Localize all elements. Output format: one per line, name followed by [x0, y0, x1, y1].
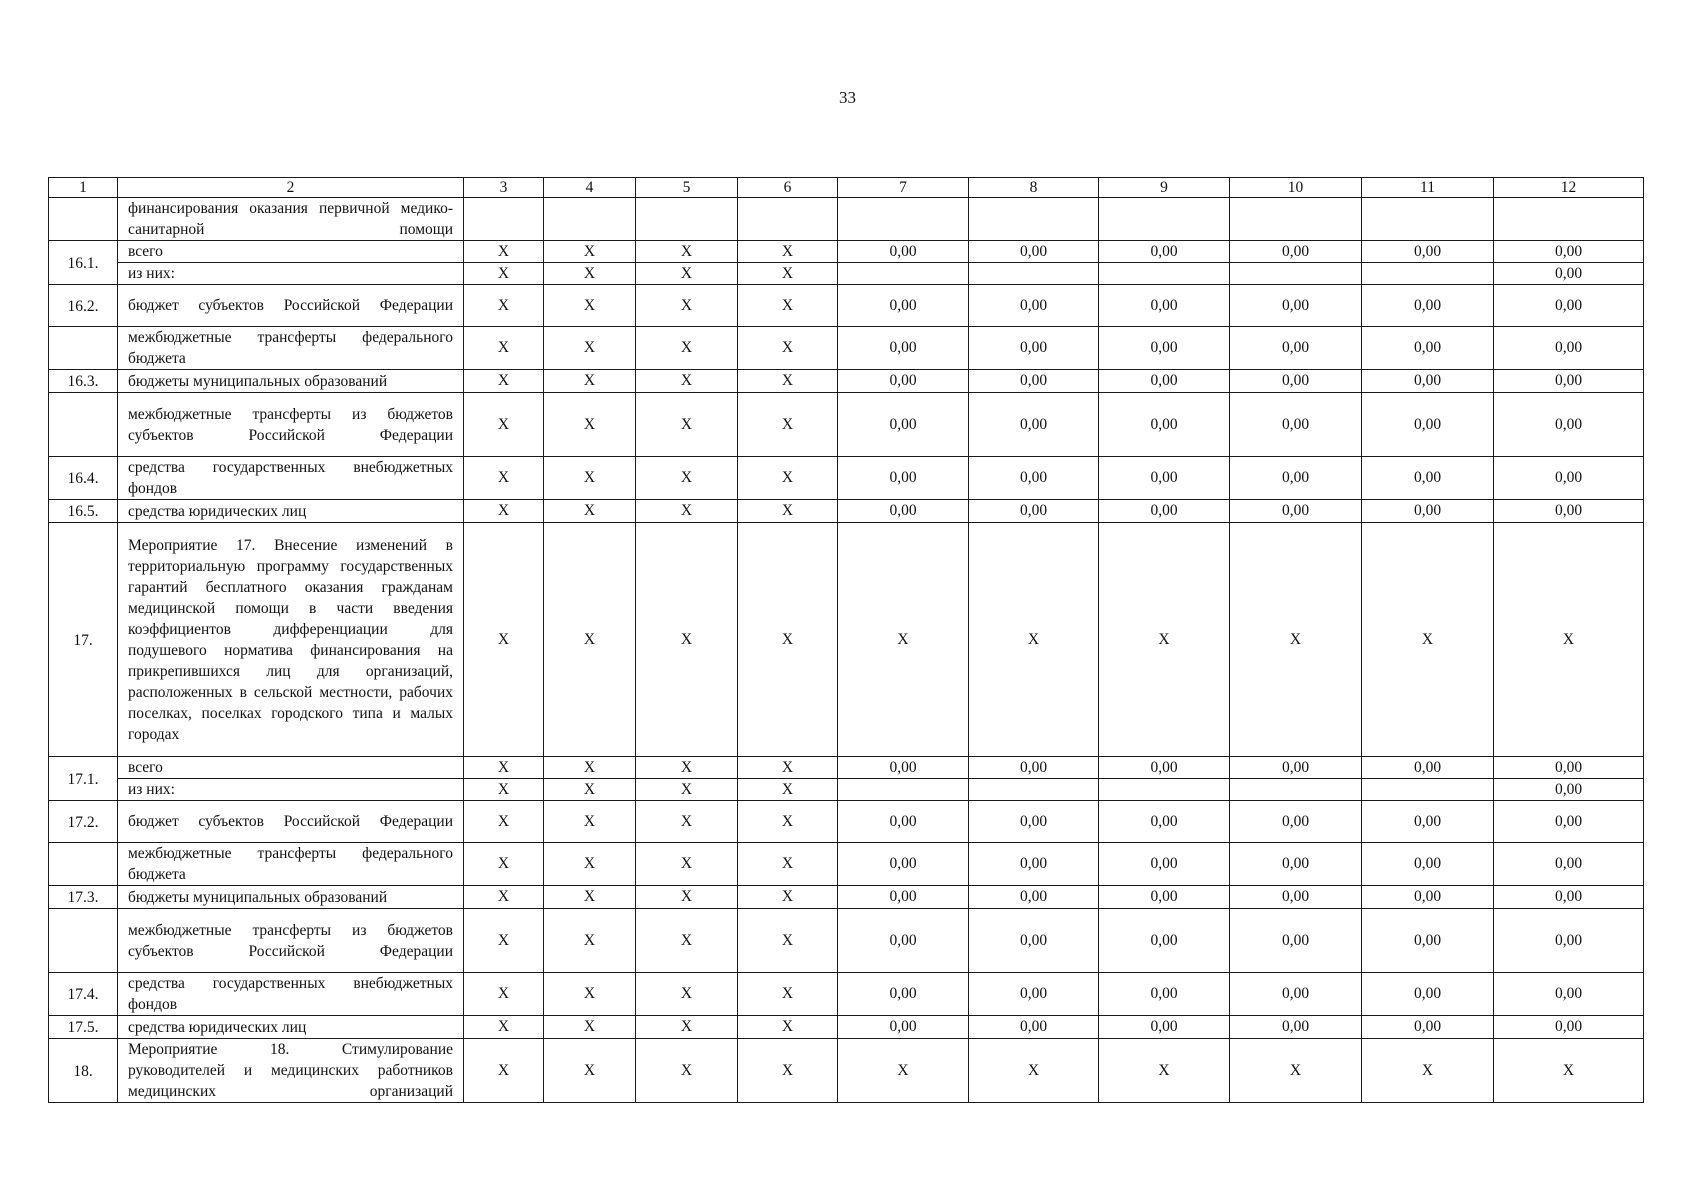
- value-cell: 0,00: [838, 370, 969, 393]
- value-cell: 0,00: [838, 973, 969, 1016]
- value-cell: X: [636, 1016, 738, 1039]
- row-description-cell: средства юридических лиц: [118, 500, 464, 523]
- value-cell: 0,00: [1362, 1016, 1494, 1039]
- value-cell: X: [636, 801, 738, 843]
- value-cell: X: [544, 285, 636, 327]
- value-cell: X: [636, 327, 738, 370]
- value-cell: [636, 198, 738, 241]
- table-row: [49, 327, 1644, 370]
- value-cell: 0,00: [1099, 757, 1230, 779]
- value-cell: 0,00: [838, 285, 969, 327]
- value-cell: X: [738, 500, 838, 523]
- value-cell: X: [1099, 1039, 1230, 1103]
- page-number: 33: [839, 88, 856, 107]
- header-cell: 9: [1099, 178, 1230, 198]
- value-cell: 0,00: [838, 801, 969, 843]
- row-number-cell: 17.3.: [49, 886, 118, 909]
- value-cell: X: [738, 241, 838, 263]
- value-cell: 0,00: [1494, 757, 1644, 779]
- value-cell: X: [738, 393, 838, 457]
- value-cell: X: [738, 843, 838, 886]
- header-cell: 2: [118, 178, 464, 198]
- table-row: [49, 1039, 1644, 1103]
- value-cell: 0,00: [1362, 500, 1494, 523]
- budget-table: [48, 177, 1644, 1103]
- value-cell: 0,00: [1230, 973, 1362, 1016]
- value-cell: X: [1099, 523, 1230, 757]
- value-cell: [1230, 779, 1362, 801]
- value-cell: X: [738, 457, 838, 500]
- value-cell: X: [636, 843, 738, 886]
- value-cell: 0,00: [969, 241, 1099, 263]
- value-cell: 0,00: [1494, 909, 1644, 973]
- value-cell: X: [738, 801, 838, 843]
- value-cell: 0,00: [1362, 241, 1494, 263]
- value-cell: 0,00: [1099, 457, 1230, 500]
- value-cell: 0,00: [1362, 370, 1494, 393]
- value-cell: X: [1230, 1039, 1362, 1103]
- value-cell: X: [738, 523, 838, 757]
- row-description-cell: всего: [118, 241, 464, 263]
- value-cell: 0,00: [969, 285, 1099, 327]
- value-cell: 0,00: [1099, 909, 1230, 973]
- value-cell: 0,00: [969, 457, 1099, 500]
- row-number-cell: [49, 909, 118, 973]
- table-row: [49, 523, 1644, 757]
- value-cell: X: [464, 1016, 544, 1039]
- row-description-cell: бюджет субъектов Российской Федерации: [118, 801, 464, 843]
- table-body: [49, 178, 1644, 1103]
- row-number-cell: 17.1.: [49, 757, 118, 801]
- value-cell: X: [544, 843, 636, 886]
- value-cell: 0,00: [1494, 801, 1644, 843]
- value-cell: 0,00: [1230, 886, 1362, 909]
- value-cell: [1494, 198, 1644, 241]
- value-cell: 0,00: [1494, 393, 1644, 457]
- row-number-cell: 17.4.: [49, 973, 118, 1016]
- value-cell: 0,00: [969, 801, 1099, 843]
- value-cell: X: [738, 973, 838, 1016]
- value-cell: 0,00: [1099, 285, 1230, 327]
- value-cell: X: [738, 1039, 838, 1103]
- table-row: [49, 779, 1644, 801]
- value-cell: X: [464, 523, 544, 757]
- table-row: [49, 370, 1644, 393]
- value-cell: 0,00: [1230, 457, 1362, 500]
- header-cell: 4: [544, 178, 636, 198]
- row-description-cell: из них:: [118, 779, 464, 801]
- row-number-cell: 17.: [49, 523, 118, 757]
- row-description-cell: бюджеты муниципальных образований: [118, 886, 464, 909]
- value-cell: X: [544, 886, 636, 909]
- value-cell: 0,00: [1494, 779, 1644, 801]
- value-cell: X: [636, 393, 738, 457]
- value-cell: X: [969, 523, 1099, 757]
- value-cell: X: [636, 500, 738, 523]
- value-cell: [838, 779, 969, 801]
- value-cell: 0,00: [1362, 801, 1494, 843]
- value-cell: 0,00: [838, 327, 969, 370]
- table-row: [49, 393, 1644, 457]
- value-cell: X: [738, 263, 838, 285]
- value-cell: 0,00: [838, 457, 969, 500]
- value-cell: X: [464, 1039, 544, 1103]
- value-cell: [1230, 263, 1362, 285]
- row-number-cell: [49, 843, 118, 886]
- value-cell: [838, 263, 969, 285]
- value-cell: 0,00: [969, 1016, 1099, 1039]
- value-cell: X: [636, 457, 738, 500]
- value-cell: X: [464, 327, 544, 370]
- value-cell: X: [969, 1039, 1099, 1103]
- value-cell: 0,00: [969, 393, 1099, 457]
- value-cell: 0,00: [969, 909, 1099, 973]
- value-cell: 0,00: [1362, 973, 1494, 1016]
- header-cell: 3: [464, 178, 544, 198]
- row-description-cell: межбюджетные трансферты федерального бюджета: [118, 327, 464, 370]
- value-cell: 0,00: [1362, 457, 1494, 500]
- value-cell: 0,00: [969, 843, 1099, 886]
- value-cell: [969, 263, 1099, 285]
- value-cell: X: [464, 757, 544, 779]
- value-cell: X: [464, 500, 544, 523]
- value-cell: X: [464, 393, 544, 457]
- value-cell: 0,00: [1099, 843, 1230, 886]
- row-description-cell: межбюджетные трансферты из бюджетов субъектов Российской Федерации: [118, 909, 464, 973]
- value-cell: X: [464, 241, 544, 263]
- value-cell: 0,00: [1362, 843, 1494, 886]
- value-cell: X: [544, 241, 636, 263]
- header-cell: 8: [969, 178, 1099, 198]
- value-cell: X: [636, 909, 738, 973]
- value-cell: 0,00: [1230, 757, 1362, 779]
- value-cell: 0,00: [1494, 263, 1644, 285]
- value-cell: X: [636, 757, 738, 779]
- value-cell: 0,00: [1362, 886, 1494, 909]
- header-cell: 5: [636, 178, 738, 198]
- value-cell: 0,00: [838, 1016, 969, 1039]
- value-cell: 0,00: [1099, 327, 1230, 370]
- value-cell: X: [544, 500, 636, 523]
- row-description-cell: Мероприятие 17. Внесение изменений в территориальную программу государственных гарантий бесплатного оказания гражданам медицинской помощи в части введения коэффициентов дифференциации для подушевого норматива финансирования на прикрепившихся лиц для организаций, расположенных в сельской местности, рабочих поселках, поселках городского типа и малых городах: [118, 523, 464, 757]
- row-number-cell: [49, 393, 118, 457]
- table-row: [49, 198, 1644, 241]
- row-description-cell: финансирования оказания первичной медико-санитарной помощи: [118, 198, 464, 241]
- value-cell: X: [738, 1016, 838, 1039]
- table-row: [49, 886, 1644, 909]
- value-cell: 0,00: [1494, 843, 1644, 886]
- row-description-cell: межбюджетные трансферты федерального бюджета: [118, 843, 464, 886]
- value-cell: 0,00: [1099, 500, 1230, 523]
- value-cell: X: [544, 523, 636, 757]
- value-cell: X: [464, 263, 544, 285]
- value-cell: X: [544, 1016, 636, 1039]
- value-cell: 0,00: [1230, 909, 1362, 973]
- value-cell: 0,00: [838, 393, 969, 457]
- value-cell: 0,00: [1230, 327, 1362, 370]
- value-cell: 0,00: [838, 500, 969, 523]
- row-number-cell: 18.: [49, 1039, 118, 1103]
- value-cell: X: [738, 886, 838, 909]
- value-cell: 0,00: [1099, 886, 1230, 909]
- header-cell: 6: [738, 178, 838, 198]
- value-cell: X: [544, 393, 636, 457]
- value-cell: X: [636, 370, 738, 393]
- value-cell: X: [464, 843, 544, 886]
- value-cell: [969, 198, 1099, 241]
- value-cell: [544, 198, 636, 241]
- value-cell: X: [636, 973, 738, 1016]
- table-row: [49, 241, 1644, 263]
- value-cell: 0,00: [1362, 285, 1494, 327]
- row-description-cell: всего: [118, 757, 464, 779]
- value-cell: 0,00: [969, 886, 1099, 909]
- value-cell: X: [464, 779, 544, 801]
- value-cell: 0,00: [1494, 973, 1644, 1016]
- header-cell: 7: [838, 178, 969, 198]
- value-cell: 0,00: [1494, 457, 1644, 500]
- value-cell: X: [544, 801, 636, 843]
- value-cell: 0,00: [1099, 1016, 1230, 1039]
- value-cell: 0,00: [1230, 393, 1362, 457]
- value-cell: X: [636, 241, 738, 263]
- table-row: [49, 285, 1644, 327]
- header-cell: 11: [1362, 178, 1494, 198]
- table-row: [49, 801, 1644, 843]
- value-cell: 0,00: [1099, 801, 1230, 843]
- row-number-cell: 16.4.: [49, 457, 118, 500]
- value-cell: X: [738, 909, 838, 973]
- value-cell: 0,00: [1494, 285, 1644, 327]
- value-cell: [738, 198, 838, 241]
- value-cell: 0,00: [969, 500, 1099, 523]
- value-cell: 0,00: [969, 973, 1099, 1016]
- value-cell: [464, 198, 544, 241]
- value-cell: [1099, 779, 1230, 801]
- table-row: [49, 909, 1644, 973]
- row-description-cell: бюджет субъектов Российской Федерации: [118, 285, 464, 327]
- row-number-cell: 16.5.: [49, 500, 118, 523]
- value-cell: X: [544, 457, 636, 500]
- row-number-cell: 17.5.: [49, 1016, 118, 1039]
- value-cell: X: [1362, 1039, 1494, 1103]
- row-description-cell: Мероприятие 18. Стимулирование руководителей и медицинских работников медицинских организаций: [118, 1039, 464, 1103]
- value-cell: X: [738, 370, 838, 393]
- value-cell: 0,00: [969, 327, 1099, 370]
- value-cell: X: [464, 801, 544, 843]
- header-cell: 10: [1230, 178, 1362, 198]
- value-cell: X: [1362, 523, 1494, 757]
- value-cell: 0,00: [1362, 327, 1494, 370]
- value-cell: X: [544, 263, 636, 285]
- table-row: [49, 843, 1644, 886]
- row-description-cell: средства юридических лиц: [118, 1016, 464, 1039]
- value-cell: 0,00: [1230, 801, 1362, 843]
- value-cell: X: [738, 285, 838, 327]
- value-cell: X: [464, 909, 544, 973]
- value-cell: 0,00: [1230, 1016, 1362, 1039]
- table-row: [49, 757, 1644, 779]
- value-cell: X: [738, 757, 838, 779]
- value-cell: X: [1494, 523, 1644, 757]
- value-cell: 0,00: [838, 886, 969, 909]
- table-row: [49, 500, 1644, 523]
- value-cell: 0,00: [1230, 241, 1362, 263]
- value-cell: 0,00: [1362, 909, 1494, 973]
- value-cell: 0,00: [1494, 327, 1644, 370]
- row-number-cell: [49, 198, 118, 241]
- value-cell: 0,00: [969, 757, 1099, 779]
- value-cell: X: [636, 523, 738, 757]
- value-cell: [1099, 198, 1230, 241]
- value-cell: 0,00: [1494, 370, 1644, 393]
- value-cell: 0,00: [969, 370, 1099, 393]
- value-cell: X: [464, 370, 544, 393]
- table-row: [49, 457, 1644, 500]
- value-cell: 0,00: [1494, 1016, 1644, 1039]
- value-cell: [1099, 263, 1230, 285]
- value-cell: 0,00: [1494, 500, 1644, 523]
- row-description-cell: средства государственных внебюджетных фондов: [118, 457, 464, 500]
- value-cell: 0,00: [1230, 843, 1362, 886]
- value-cell: X: [636, 779, 738, 801]
- value-cell: 0,00: [1230, 500, 1362, 523]
- value-cell: X: [738, 779, 838, 801]
- table-row: [49, 263, 1644, 285]
- row-number-cell: [49, 327, 118, 370]
- value-cell: 0,00: [838, 843, 969, 886]
- value-cell: [838, 198, 969, 241]
- value-cell: X: [636, 886, 738, 909]
- value-cell: 0,00: [1230, 285, 1362, 327]
- value-cell: X: [544, 757, 636, 779]
- value-cell: X: [636, 1039, 738, 1103]
- value-cell: 0,00: [1230, 370, 1362, 393]
- value-cell: X: [544, 1039, 636, 1103]
- row-description-cell: бюджеты муниципальных образований: [118, 370, 464, 393]
- row-description-cell: межбюджетные трансферты из бюджетов субъектов Российской Федерации: [118, 393, 464, 457]
- value-cell: X: [544, 327, 636, 370]
- value-cell: 0,00: [838, 909, 969, 973]
- value-cell: [1230, 198, 1362, 241]
- header-row: [49, 178, 1644, 198]
- value-cell: X: [838, 523, 969, 757]
- value-cell: 0,00: [1494, 241, 1644, 263]
- header-cell: 12: [1494, 178, 1644, 198]
- value-cell: [969, 779, 1099, 801]
- value-cell: 0,00: [1494, 886, 1644, 909]
- value-cell: X: [636, 285, 738, 327]
- value-cell: 0,00: [1362, 757, 1494, 779]
- value-cell: [1362, 263, 1494, 285]
- value-cell: 0,00: [1099, 241, 1230, 263]
- table-row: [49, 1016, 1644, 1039]
- row-description-cell: средства государственных внебюджетных фондов: [118, 973, 464, 1016]
- row-number-cell: 16.2.: [49, 285, 118, 327]
- value-cell: X: [544, 973, 636, 1016]
- value-cell: X: [738, 327, 838, 370]
- value-cell: [1362, 198, 1494, 241]
- value-cell: 0,00: [838, 757, 969, 779]
- value-cell: 0,00: [1362, 393, 1494, 457]
- value-cell: X: [838, 1039, 969, 1103]
- row-number-cell: 17.2.: [49, 801, 118, 843]
- value-cell: [1362, 779, 1494, 801]
- value-cell: 0,00: [1099, 370, 1230, 393]
- value-cell: X: [464, 457, 544, 500]
- value-cell: 0,00: [1099, 393, 1230, 457]
- value-cell: X: [636, 263, 738, 285]
- value-cell: 0,00: [1099, 973, 1230, 1016]
- value-cell: X: [544, 370, 636, 393]
- table-row: [49, 973, 1644, 1016]
- row-number-cell: 16.3.: [49, 370, 118, 393]
- value-cell: X: [544, 909, 636, 973]
- row-number-cell: 16.1.: [49, 241, 118, 285]
- value-cell: X: [464, 285, 544, 327]
- row-description-cell: из них:: [118, 263, 464, 285]
- value-cell: X: [544, 779, 636, 801]
- value-cell: X: [464, 973, 544, 1016]
- value-cell: X: [1230, 523, 1362, 757]
- header-cell: 1: [49, 178, 118, 198]
- value-cell: X: [1494, 1039, 1644, 1103]
- value-cell: 0,00: [838, 241, 969, 263]
- value-cell: X: [464, 886, 544, 909]
